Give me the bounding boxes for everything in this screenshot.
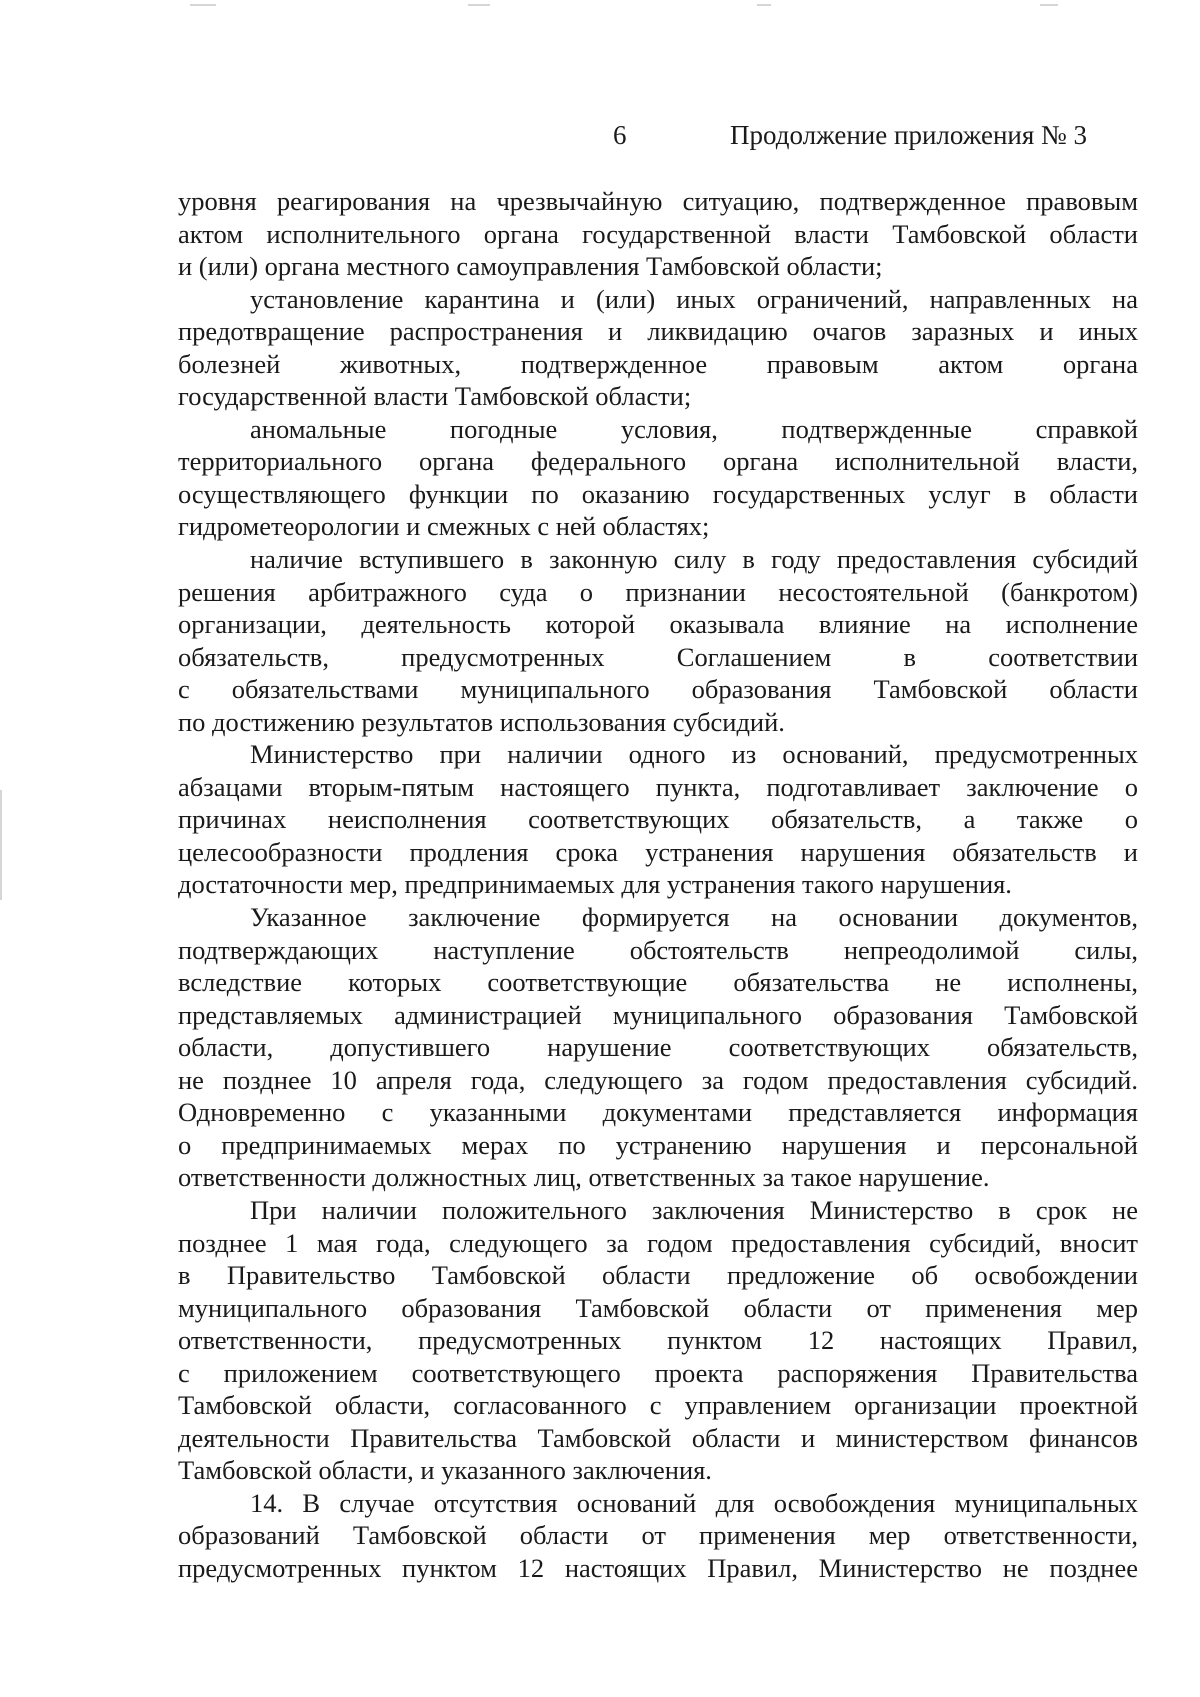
text-line: Тамбовской области, согласованного с управлением организации проектной [178, 1390, 1138, 1421]
text-line: наличие вступившего в законную силу в году предоставления субсидий [250, 544, 1138, 575]
text-line: Одновременно с указанными документами представляется информация [178, 1097, 1138, 1128]
continuation-label: Продолжение приложения № 3 [730, 120, 1088, 150]
page-number: 6 [613, 120, 627, 150]
text-line: гидрометеорологии и смежных с ней областях; [178, 511, 710, 542]
text-line: позднее 1 мая года, следующего за годом предоставления субсидий, вносит [178, 1227, 1138, 1258]
text-line: абзацами вторым-пятым настоящего пункта, подготавливает заключение о [178, 771, 1138, 802]
text-line: области, допустившего нарушение соответствующих обязательств, [178, 1032, 1138, 1063]
text-line: ответственности, предусмотренных пунктом 12 настоящих Правил, [178, 1325, 1138, 1356]
scan-artifact [757, 4, 771, 6]
text-line: При наличии положительного заключения Министерство в срок не [250, 1194, 1138, 1225]
text-line: обязательств, предусмотренных Соглашением в соответствии [178, 641, 1138, 672]
text-line: ответственности должностных лиц, ответственных за такое нарушение. [178, 1162, 990, 1193]
text-line: осуществляющего функции по оказанию государственных услуг в области [178, 478, 1138, 509]
text-line: решения арбитражного суда о признании несостоятельной (банкротом) [178, 576, 1138, 607]
document-body [178, 185, 1138, 1585]
text-line: предусмотренных пунктом 12 настоящих Правил, Министерство не позднее [178, 1552, 1138, 1583]
text-line: достаточности мер, предпринимаемых для устранения такого нарушения. [178, 869, 1012, 900]
text-line: и (или) органа местного самоуправления Тамбовской области; [178, 251, 883, 282]
text-line: подтверждающих наступление обстоятельств непреодолимой силы, [178, 934, 1138, 965]
text-line: с обязательствами муниципального образования Тамбовской области [178, 674, 1138, 705]
text-line: в Правительство Тамбовской области предложение об освобождении [178, 1260, 1138, 1291]
text-line: образований Тамбовской области от применения мер ответственности, [178, 1520, 1138, 1551]
scan-artifact [468, 4, 490, 6]
text-line: организации, деятельность которой оказывала влияние на исполнение [178, 609, 1138, 640]
text-line: целесообразности продления срока устранения нарушения обязательств и [178, 836, 1138, 867]
text-line: болезней животных, подтвержденное правовым актом органа [178, 348, 1138, 379]
text-line: государственной власти Тамбовской области; [178, 381, 692, 412]
scan-artifact [1040, 4, 1058, 6]
text-line: муниципального образования Тамбовской области от применения мер [178, 1292, 1138, 1323]
text-line: актом исполнительного органа государственной власти Тамбовской области [178, 218, 1138, 249]
text-line: территориального органа федерального органа исполнительной власти, [178, 446, 1138, 477]
text-line: о предпринимаемых мерах по устранению нарушения и персональной [178, 1129, 1138, 1160]
text-line: установление карантина и (или) иных ограничений, направленных на [250, 283, 1138, 314]
text-line: деятельности Правительства Тамбовской области и министерством финансов [178, 1422, 1138, 1453]
page-header [0, 118, 1200, 158]
scan-artifact [190, 4, 216, 6]
text-line: по достижению результатов использования субсидий. [178, 706, 785, 737]
text-line: с приложением соответствующего проекта распоряжения Правительства [178, 1357, 1138, 1388]
text-line: 14. В случае отсутствия оснований для освобождения муниципальных [250, 1487, 1138, 1518]
text-line: Указанное заключение формируется на основании документов, [250, 902, 1138, 933]
text-line: не позднее 10 апреля года, следующего за годом предоставления субсидий. [178, 1064, 1138, 1095]
text-line: представляемых администрацией муниципального образования Тамбовской [178, 999, 1138, 1030]
text-line: Тамбовской области, и указанного заключения. [178, 1455, 712, 1486]
text-line: Министерство при наличии одного из оснований, предусмотренных [250, 739, 1138, 770]
text-line: предотвращение распространения и ликвидацию очагов заразных и иных [178, 316, 1138, 347]
text-line: уровня реагирования на чрезвычайную ситуацию, подтвержденное правовым [178, 186, 1138, 216]
text-line: вследствие которых соответствующие обязательства не исполнены, [178, 967, 1138, 998]
text-line: аномальные погодные условия, подтвержденные справкой [250, 413, 1138, 444]
text-line: причинах неисполнения соответствующих обязательств, а также о [178, 804, 1138, 835]
scan-artifact [0, 790, 2, 900]
